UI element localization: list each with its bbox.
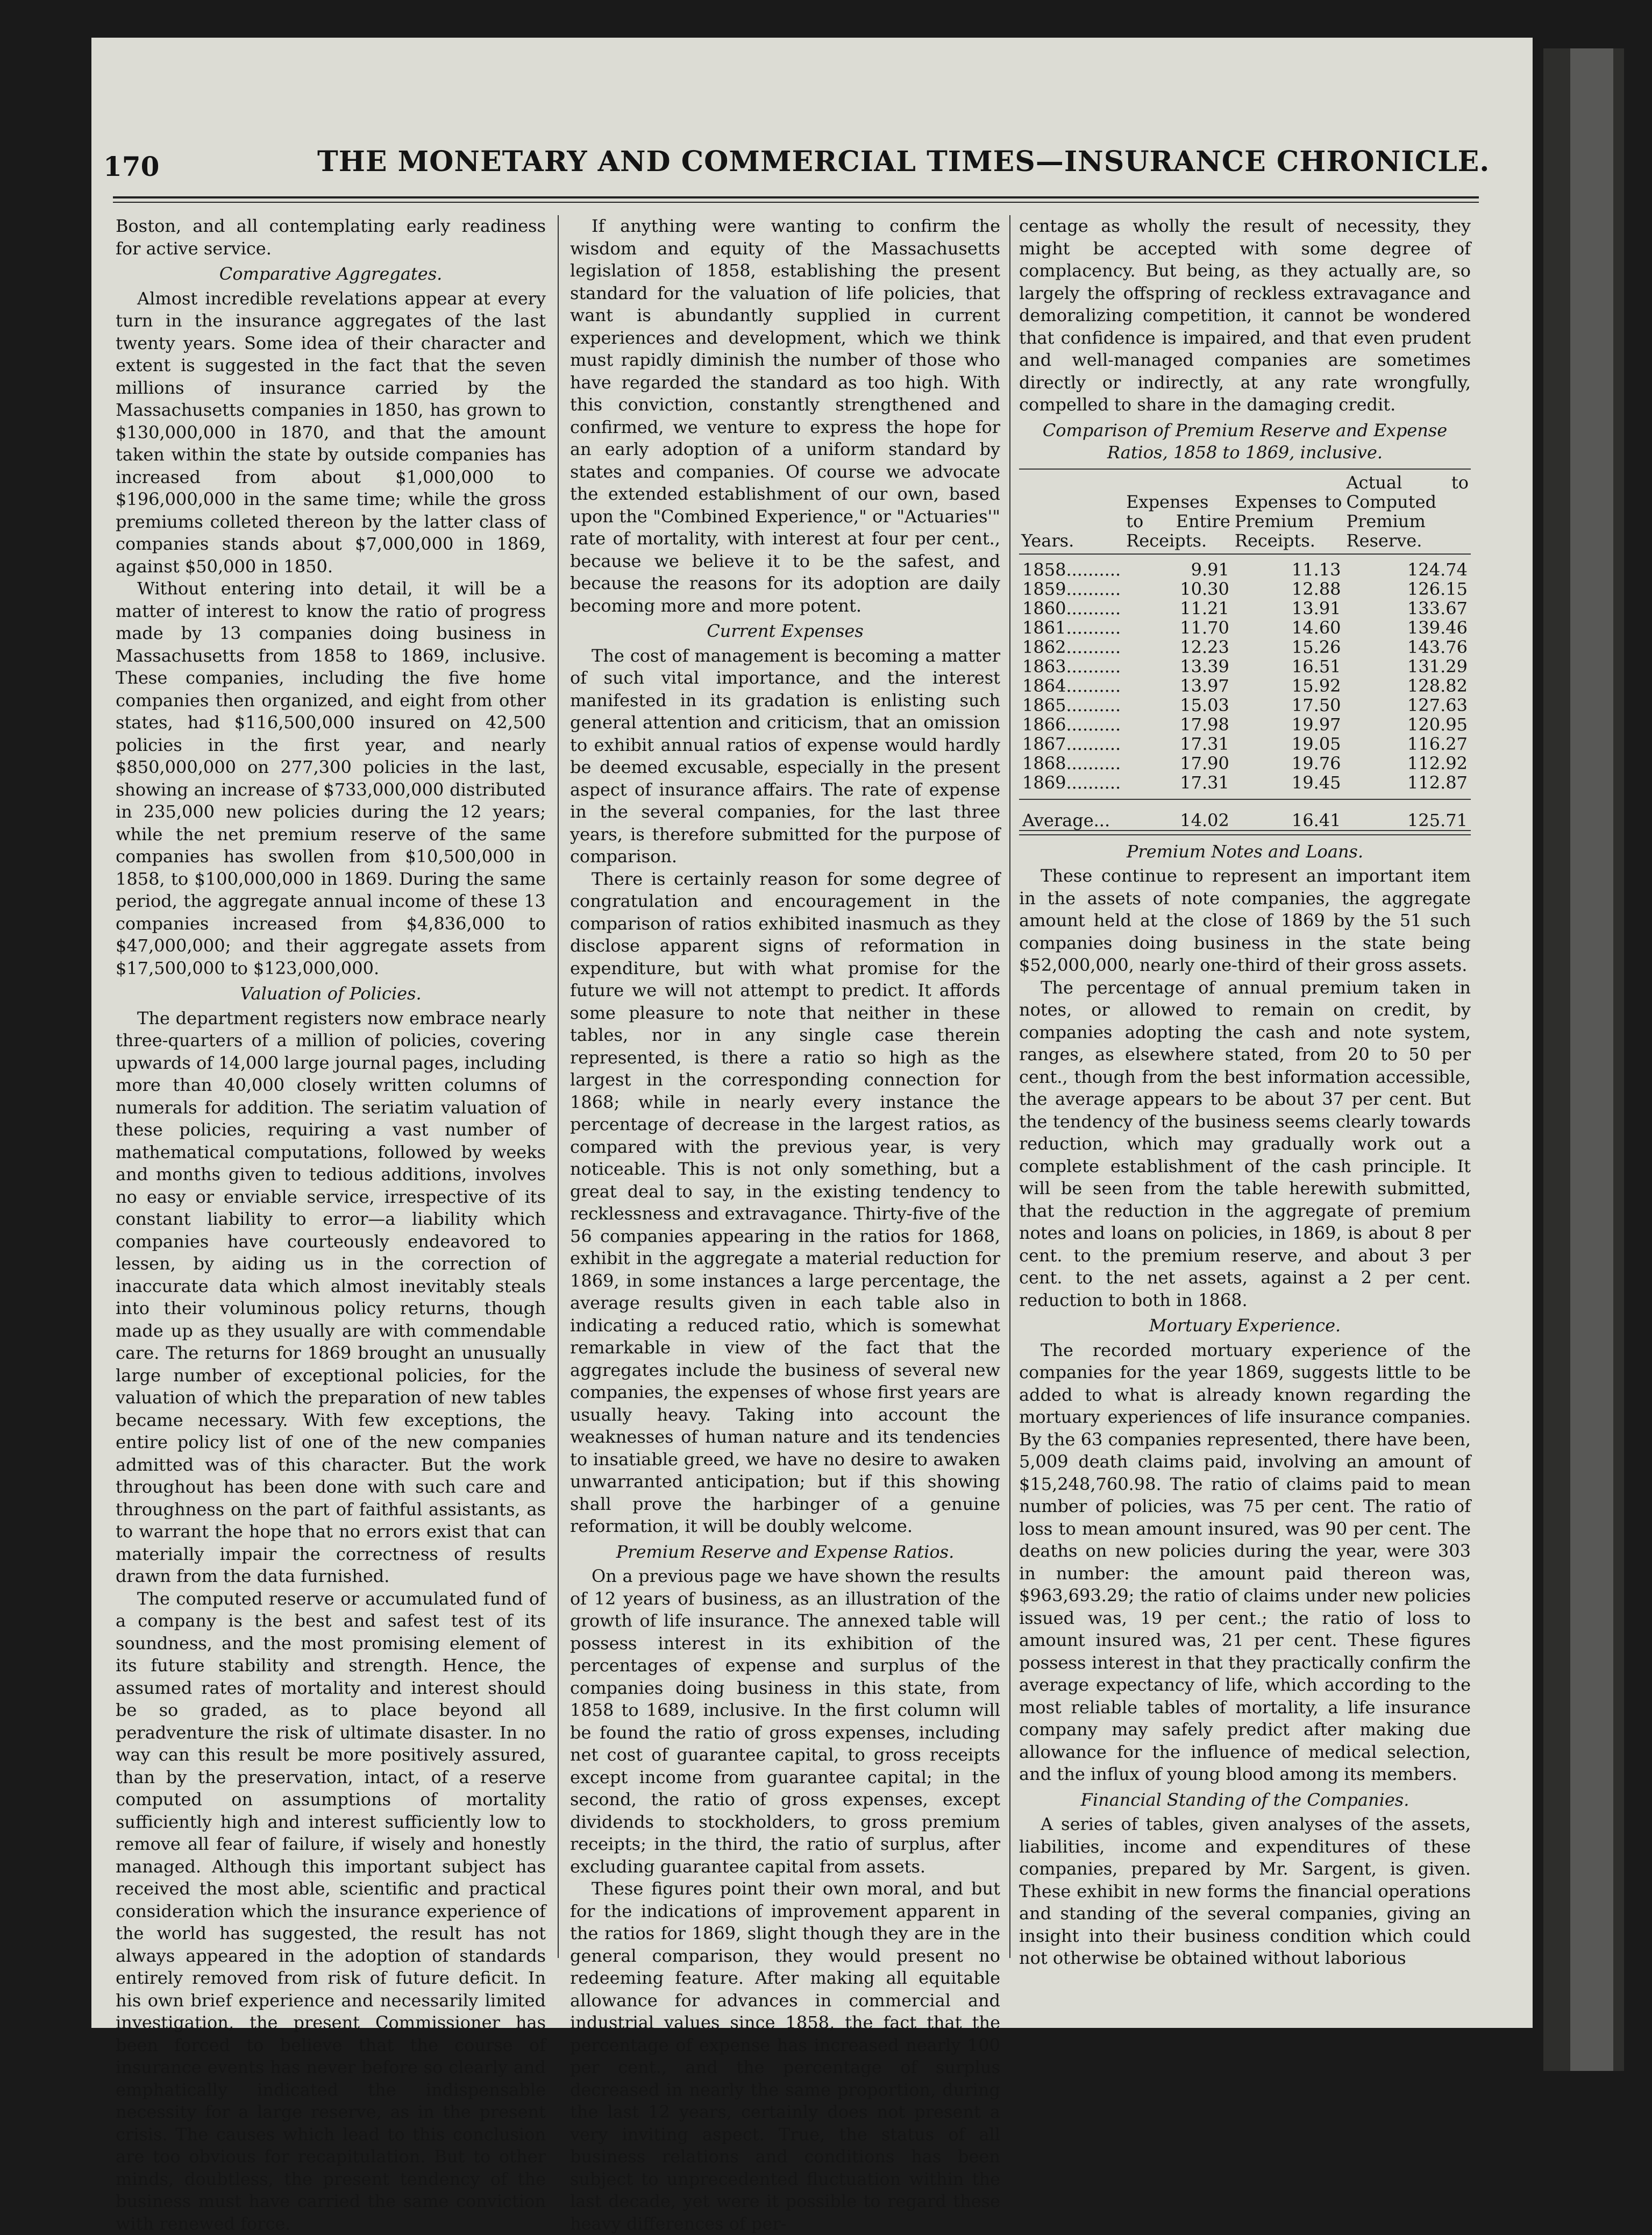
table-row — [1019, 696, 1471, 715]
paragraph: The department registers now embrace nearly three-quarters of a million of policies, covering upwards of 14,000 large journal pages, including more than 40,000 closely written columns of numerals for addition. The seriatim valuation of these policies, requiring a vast number of mathematical computations, followed by weeks and months given to tedious additions, involves no easy or enviable service, irrespective of its constant liability to error—a liability which companies have courteously endeavored to lessen, by aiding us in the correction of inaccurate data which almost inevitably steals into their voluminous policy returns, though made up as they usually are with commendable care. The returns for 1869 brought an unusually large number of exceptional policies, for the valuation of which the preparation of new tables became necessary. With few exceptions, the entire policy list of one of the new companies admitted was of this character. But the work throughout has been done with such care and throughness on the part of faithful assistants, as to warrant the hope that no errors exist that can materially impair the correctness of results drawn from the data furnished. — [116, 1007, 546, 1588]
year-label: 1859 — [1022, 579, 1066, 599]
year-label: 1867 — [1022, 734, 1066, 754]
table-row — [1019, 657, 1471, 676]
section-heading: Current Expenses — [570, 620, 1000, 643]
value-cell: 133.67 — [1344, 599, 1471, 618]
paragraph: The computed reserve or accumulated fund of a company is the best and safest test of its soundness, and the most promising element of its future stability and strength. Hence, the assumed rates of mortality and interest should be so graded, as to place beyond all peradventure the risk of ultimate disaster. In no way can this result be more positively assured, than by the preservation, intact, of a reserve computed on assumptions of mortality sufficiently high and interest sufficiently low to remove all fear of failure, if wisely and honestly managed. Although this important subject has received the most able, scientific and practical consideration which the insurance experience of the world has suggested, the result has not always appeared in the adoption of standards entirely removed from risk of future deficit. In his own brief experience and necessarily limited investigation, the present Commissioner has been forced to believe that the course of insurance events has never before so clearly and emphatically indicated the indispensable necessity for a large reserve, as in the present crisis. The causes which lead to this conclusion are too obvious for recapitulation. But to other minds, doubtless, the present tendency of the business must have carried the same conviction with renewed force. — [116, 1588, 546, 2235]
value-cell: 11.13 — [1233, 554, 1344, 579]
year-cell — [1019, 715, 1124, 734]
value-cell: 11.21 — [1124, 599, 1233, 618]
value-cell: 17.31 — [1124, 773, 1233, 799]
value-cell: 19.05 — [1233, 734, 1344, 754]
value-cell: 116.27 — [1344, 734, 1471, 754]
paragraph: These continue to represent an important item in the assets of note companies, the aggregate amount held at the close of 1869 by the 51 such companies doing business in the state being $52,000,000, nearly one-third of their gross assets. — [1019, 865, 1471, 977]
value-cell: 15.92 — [1233, 676, 1344, 696]
table-row — [1019, 734, 1471, 754]
table-row — [1019, 773, 1471, 799]
value-cell: 128.82 — [1344, 676, 1471, 696]
value-cell: 11.70 — [1124, 618, 1233, 637]
value-cell: 15.03 — [1124, 696, 1233, 715]
table-row — [1019, 599, 1471, 618]
leader-dots: .......... — [1066, 559, 1121, 580]
paragraph: The recorded mortuary experience of the companies for the year 1869, suggests little to be added to what is already known regarding the mortuary experiences of life insurance companies. By the 63 companies represented, there have been, 5,009 death claims paid, involving an amount of $15,248,760.98. The ratio of claims paid to mean number of policies, was 75 per cent. The ratio of loss to mean amount insured, was 90 per cent. The deaths on new policies during the year, were 303 in number: the amount paid thereon was, $963,693.29; the ratio of claims under new policies issued was, 19 per cent.; the ratio of loss to amount insured was, 21 per cent. These figures possess interest in that they practically confirm the average expectancy of life, which according to the most reliable tables of mortality, a life insurance company may safely predict after making due allowance for the influence of medical selection, and the influx of young blood among its members. — [1019, 1339, 1471, 1786]
table-row — [1019, 618, 1471, 637]
year-label: 1863 — [1022, 656, 1066, 677]
year-cell — [1019, 734, 1124, 754]
paragraph: The percentage of annual premium taken in notes, or allowed to remain on credit, by companies adopting the cash and note system, ranges, as elsewhere stated, from 20 to 50 per cent., though from the best information accessible, the average appears to be about 37 per cent. But the tendency of the business seems clearly towards reduction, which may gradually work out a complete establishment of the cash principle. It will be seen from the table herewith submitted, that the reduction in the aggregate of premium notes and loans on policies, in 1869, is about 8 per cent. to the premium reserve, and about 3 per cent. to the net assets, against a 2 per cent. reduction to both in 1868. — [1019, 977, 1471, 1312]
year-cell — [1019, 754, 1124, 773]
value-cell: 124.74 — [1344, 554, 1471, 579]
paragraph: Almost incredible revelations appear at every turn in the insurance aggregates of the last twenty years. Some idea of their character and extent is suggested in the fact that the seven millions of insurance carried by the Massachusetts companies in 1850, has grown to $130,000,000 in 1870, and that the amount taken within the state by outside companies has increased from about $1,000,000 to $196,000,000 in the same time; while the gross premiums colleted thereon by the latter class of companies stands about $7,000,000 in 1869, against $50,000 in 1850. — [116, 288, 546, 578]
table-row — [1019, 715, 1471, 734]
leader-dots: .......... — [1066, 714, 1121, 735]
leader-dots: .......... — [1066, 618, 1121, 638]
leader-dots: .......... — [1066, 656, 1121, 677]
table-row — [1019, 637, 1471, 657]
value-cell: 12.23 — [1124, 637, 1233, 657]
value-cell: 19.76 — [1233, 754, 1344, 773]
running-title: THE MONETARY AND COMMERCIAL TIMES—INSURANCE CHRONICLE. — [317, 145, 1393, 178]
average-row — [1019, 799, 1471, 830]
value-cell: 12.88 — [1233, 579, 1344, 599]
value-cell: 131.29 — [1344, 657, 1471, 676]
section-heading: Financial Standing of the Companies. — [1019, 1789, 1471, 1812]
table-header: Years. — [1019, 469, 1124, 554]
average-label-cell — [1019, 799, 1124, 830]
table-caption: Comparison of Premium Reserve and Expense Ratios, 1858 to 1869, inclusive. — [1019, 420, 1471, 464]
value-cell: 13.97 — [1124, 676, 1233, 696]
value-cell: 120.95 — [1344, 715, 1471, 734]
column-2 — [570, 215, 1000, 1958]
value-cell: 10.30 — [1124, 579, 1233, 599]
paragraph: centage as wholly the result of necessity, they might be accepted with some degree of complacency. But being, as they actually are, so largely the offspring of reckless extravagance and demoralizing competition, it cannot be wondered that confidence is impaired, and that even prudent and well-managed companies are sometimes directly or indirectly, at any rate wrongfully, compelled to share in the damaging credit. — [1019, 215, 1471, 416]
value-cell: 17.98 — [1124, 715, 1233, 734]
section-heading: Premium Reserve and Expense Ratios. — [570, 1541, 1000, 1564]
table-header: Actual to Computed Premium Reserve. — [1344, 469, 1471, 554]
paragraph: Boston, and all contemplating early readiness for active service. — [116, 215, 546, 260]
year-label: 1861 — [1022, 618, 1066, 638]
leader-dots: .......... — [1066, 772, 1121, 793]
value-cell: 13.39 — [1124, 657, 1233, 676]
year-label: 1858 — [1022, 559, 1066, 580]
value-cell: 17.31 — [1124, 734, 1233, 754]
average-label: Average — [1022, 810, 1094, 831]
leader-dots: .......... — [1066, 753, 1121, 774]
section-heading: Premium Notes and Loans. — [1019, 841, 1471, 863]
year-label: 1860 — [1022, 598, 1066, 619]
table-row — [1019, 579, 1471, 599]
table-row — [1019, 754, 1471, 773]
paragraph: On a previous page we have shown the results of 12 years of business, as an illustration of the growth of life insurance. The annexed table will possess interest in its exhibition of the percentages of expense and surplus of the companies doing business in this state, from 1858 to 1689, inclusive. In the first column will be found the ratio of gross expenses, including net cost of guarantee capital, to gross receipts except income from guarantee capital; in the second, the ratio of gross expenses, except dividends to stockholders, to gross premium receipts; in the third, the ratio of surplus, after excluding guarantee capital from assets. — [570, 1565, 1000, 1878]
value-cell: 143.76 — [1344, 637, 1471, 657]
year-cell — [1019, 696, 1124, 715]
leader-dots: .......... — [1066, 695, 1121, 715]
section-heading: Valuation of Policies. — [116, 983, 546, 1005]
year-cell — [1019, 676, 1124, 696]
adjacent-page-edge-inner — [1570, 48, 1613, 2071]
year-label: 1866 — [1022, 714, 1066, 735]
table-row — [1019, 554, 1471, 579]
year-cell — [1019, 618, 1124, 637]
value-cell: 126.15 — [1344, 579, 1471, 599]
table-end-rule — [1019, 830, 1471, 835]
value-cell: 19.45 — [1233, 773, 1344, 799]
column-1 — [116, 215, 546, 1958]
year-label: 1864 — [1022, 676, 1066, 696]
value-cell: 17.90 — [1124, 754, 1233, 773]
ratio-table — [1019, 469, 1471, 830]
year-cell — [1019, 599, 1124, 618]
column-rule-2 — [1009, 215, 1010, 1958]
average-value-cell: 125.71 — [1344, 799, 1471, 830]
year-cell — [1019, 554, 1124, 579]
value-cell: 17.50 — [1233, 696, 1344, 715]
value-cell: 13.91 — [1233, 599, 1344, 618]
page-number: 170 — [103, 151, 159, 182]
value-cell: 16.51 — [1233, 657, 1344, 676]
header-rule — [113, 196, 1479, 203]
value-cell: 112.92 — [1344, 754, 1471, 773]
year-label: 1862 — [1022, 637, 1066, 657]
year-label: 1865 — [1022, 695, 1066, 715]
paragraph: If anything were wanting to confirm the wisdom and equity of the Massachusetts legislation of 1858, establishing the present standard for the valuation of life policies, that want is abundantly supplied in current experiences and development, which we think must rapidly diminish the number of those who have regarded the standard as too high. With this conviction, constantly strengthened and confirmed, we venture to express the hope for an early adoption of a uniform standard by states and companies. Of course we advocate the extended establishment of our own, based upon the "Combined Experience," or "Actuaries'" rate of mortality, with interest at four per cent., because we believe it to be the safest, and because the reasons for its adoption are daily becoming more and more potent. — [570, 215, 1000, 617]
value-cell: 14.60 — [1233, 618, 1344, 637]
year-label: 1869 — [1022, 772, 1066, 793]
value-cell: 127.63 — [1344, 696, 1471, 715]
year-cell — [1019, 657, 1124, 676]
value-cell: 139.46 — [1344, 618, 1471, 637]
year-label: 1868 — [1022, 753, 1066, 774]
section-heading: Mortuary Experience. — [1019, 1315, 1471, 1337]
leader-dots: ... — [1094, 810, 1110, 831]
leader-dots: .......... — [1066, 598, 1121, 619]
value-cell: 19.97 — [1233, 715, 1344, 734]
paragraph: These figures point their own moral, and but for the indications of improvement apparent in the ratios for 1869, slight though they are in the general comparison, they would present no redeeming feature. After making all equitable allowance for advances in commercial and industrial values since 1858, the fact that the percentage of expense has increased nearly 100 per cent., and the percentage of surplus decreased in nearly the same proportion, during the last 12 years, certainly does not present a very inviting aspect. True, the status of all business relations and conditions has been subject to unprecedented fluctuation within the last decade, yet were it possible to regard these heavy differences of per- — [570, 1878, 1000, 2235]
table-header: Expenses to Premium Receipts. — [1233, 469, 1344, 554]
leader-dots: .......... — [1066, 637, 1121, 657]
paragraph: A series of tables, given analyses of the assets, liabilities, income and expenditures of these companies, prepared by Mr. Sargent, is given. These exhibit in new forms the financial operations and standing of the several companies, giving an insight into their business condition which could not otherwise be obtained without laborious — [1019, 1813, 1471, 1970]
leader-dots: .......... — [1066, 579, 1121, 599]
newspaper-page — [91, 38, 1533, 2028]
average-value-cell: 16.41 — [1233, 799, 1344, 830]
paragraph: Without entering into detail, it will be a matter of interest to know the ratio of progress made by 13 companies doing business in Massachusetts from 1858 to 1869, inclusive. These companies, including the five home companies then organized, and eight from other states, had $116,500,000 insured on 42,500 policies in the first year, and nearly $850,000,000 on 277,300 policies in the last, showing an increase of $733,000,000 distributed in 235,000 new policies during the 12 years; while the net premium reserve of the same companies has swollen from $10,500,000 in 1858, to $100,000,000 in 1869. During the same period, the aggregate annual income of these 13 companies increased from $4,836,000 to $47,000,000; and their aggregate assets from $17,500,000 to $123,000,000. — [116, 578, 546, 980]
value-cell: 112.87 — [1344, 773, 1471, 799]
table-row — [1019, 676, 1471, 696]
year-cell — [1019, 579, 1124, 599]
column-3 — [1019, 215, 1471, 1958]
average-value-cell: 14.02 — [1124, 799, 1233, 830]
value-cell: 15.26 — [1233, 637, 1344, 657]
column-rule-1 — [558, 215, 559, 1958]
leader-dots: .......... — [1066, 676, 1121, 696]
value-cell: 9.91 — [1124, 554, 1233, 579]
leader-dots: .......... — [1066, 734, 1121, 754]
paragraph: The cost of management is becoming a matter of such vital importance, and the interest manifested in its gradation is enlisting such general attention and criticism, that an omission to exhibit annual ratios of expense would hardly be deemed excusable, especially in the present aspect of insurance affairs. The rate of expense in the several companies, for the last three years, is therefore submitted for the purpose of comparison. — [570, 645, 1000, 868]
year-cell — [1019, 773, 1124, 799]
year-cell — [1019, 637, 1124, 657]
table-header: Expenses to Entire Receipts. — [1124, 469, 1233, 554]
paragraph: There is certainly reason for some degree of congratulation and encouragement in the comparison of ratios exhibited inasmuch as they disclose apparent signs of reformation in expenditure, but with what promise for the future we will not attempt to predict. It affords some pleasure to note that neither in these tables, nor in any single case therein represented, is there a ratio so high as the largest in the corresponding connection for 1868; while in nearly every instance the percentage of decrease in the largest ratios, as compared with the previous year, is very noticeable. This is not only something, but a great deal to say, in the existing tendency to recklessness and extravagance. Thirty-five of the 56 companies appearing in the ratios for 1868, exhibit in the aggregate a material reduction for 1869, in some instances a large percentage, the average results given in each table also in indicating a reduced ratio, which is somewhat remarkable in view of the fact that the aggregates include the business of several new companies, the expenses of whose first years are usually heavy. Taking into account the weaknesses of human nature and its tendencies to insatiable greed, we have no desire to awaken unwarranted anticipation; but if this showing shall prove the harbinger of a genuine reformation, it will be doubly welcome. — [570, 868, 1000, 1538]
section-heading: Comparative Aggregates. — [116, 263, 546, 286]
